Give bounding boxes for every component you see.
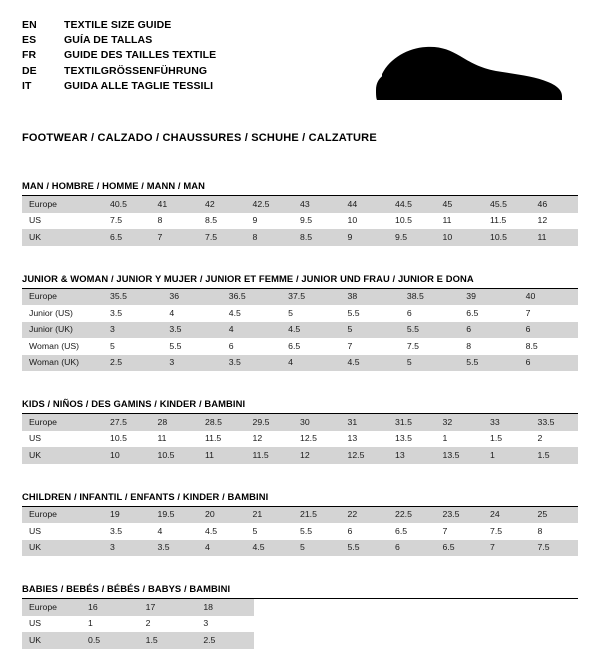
- cell: 5: [293, 540, 341, 557]
- cell: 7: [347, 340, 353, 351]
- cell: 7: [483, 540, 531, 557]
- cell: 5: [400, 355, 459, 372]
- cell: 6: [347, 525, 353, 536]
- cell: 5.5: [341, 540, 389, 557]
- cell: 4: [157, 525, 163, 536]
- cell: 22.5: [388, 507, 436, 524]
- cell: 6: [406, 307, 412, 318]
- size-group-babies: [22, 583, 578, 649]
- language-title-list: [22, 18, 216, 94]
- cell: 40.5: [103, 196, 151, 213]
- cell: 12.5: [341, 447, 389, 464]
- dress-shoe-icon: [374, 38, 564, 110]
- language-row: [22, 33, 216, 48]
- table-row: [22, 599, 254, 616]
- row-label: Junior (US): [29, 307, 73, 318]
- language-code: ES: [22, 34, 37, 47]
- cell: 10: [103, 447, 151, 464]
- cell: 21.5: [293, 507, 341, 524]
- cell: 39: [459, 289, 518, 306]
- cell: 29.5: [246, 414, 294, 431]
- row-label: US: [29, 525, 42, 536]
- cell: 13: [347, 433, 358, 444]
- cell: 11: [442, 215, 452, 226]
- cell: 9: [252, 215, 258, 226]
- cell: 5: [252, 525, 258, 536]
- cell: 13: [388, 447, 436, 464]
- cell: 5.5: [459, 355, 518, 372]
- cell: 7: [151, 229, 199, 246]
- table-row: [22, 632, 254, 649]
- cell: 7.5: [490, 525, 503, 536]
- cell: 5: [341, 322, 400, 339]
- cell: 37.5: [281, 289, 340, 306]
- cell: 3.5: [151, 540, 199, 557]
- cell: 6.5: [436, 540, 484, 557]
- cell: 36: [162, 289, 221, 306]
- cell: 28: [151, 414, 199, 431]
- language-code: EN: [22, 19, 37, 31]
- cell: 42.5: [246, 196, 294, 213]
- table-row: [22, 540, 578, 557]
- cell: 6.5: [288, 340, 301, 351]
- table-row: [22, 229, 578, 246]
- cell: 6: [228, 340, 234, 351]
- cell: 44: [341, 196, 389, 213]
- row-label: US: [29, 618, 42, 629]
- table-row: [22, 289, 578, 306]
- cell: 3: [103, 322, 162, 339]
- cell: 20: [198, 507, 246, 524]
- cell: 32: [436, 414, 484, 431]
- row-label: US: [29, 215, 42, 226]
- row-label: Woman (US): [29, 340, 80, 351]
- cell: 1: [442, 433, 448, 444]
- cell: 9.5: [388, 229, 436, 246]
- cell: 3: [203, 618, 209, 629]
- cell: 11: [198, 447, 246, 464]
- cell: 5: [288, 307, 293, 318]
- cell: 4.5: [246, 540, 294, 557]
- size-table: [22, 507, 578, 557]
- cell: 40: [519, 289, 578, 306]
- table-row: [22, 338, 578, 355]
- row-label: Europe: [22, 507, 103, 524]
- cell: 41: [151, 196, 199, 213]
- cell: 33: [483, 414, 531, 431]
- group-title: KIDS / NIÑOS / DES GAMINS / KINDER / BAMBINI: [22, 398, 578, 414]
- cell: 38.5: [400, 289, 459, 306]
- cell: 19.5: [151, 507, 199, 524]
- cell: 6.5: [103, 229, 151, 246]
- page-header: [22, 18, 578, 114]
- cell: 0.5: [81, 632, 139, 649]
- cell: 13.5: [436, 447, 484, 464]
- cell: 7.5: [198, 229, 246, 246]
- cell: 1.5: [490, 433, 503, 444]
- cell: 3.5: [110, 307, 123, 318]
- cell: 10: [347, 215, 358, 226]
- cell: 13.5: [395, 433, 412, 444]
- cell: 3.5: [162, 322, 221, 339]
- size-group-junior-woman: [22, 273, 578, 372]
- language-title: TEXTILGRÖSSENFÜHRUNG: [64, 64, 208, 77]
- cell: 6: [459, 322, 518, 339]
- cell: 11.5: [246, 447, 294, 464]
- row-label: Europe: [22, 289, 103, 306]
- row-label: UK: [22, 447, 103, 464]
- cell: 8.5: [525, 340, 538, 351]
- cell: 6: [519, 322, 578, 339]
- row-label: UK: [22, 540, 103, 557]
- language-row: [22, 79, 216, 94]
- cell: 12: [293, 447, 341, 464]
- cell: 4.5: [281, 322, 340, 339]
- cell: 23.5: [436, 507, 484, 524]
- cell: 12: [537, 215, 548, 226]
- cell: 4.5: [228, 307, 241, 318]
- cell: 28.5: [198, 414, 246, 431]
- cell: 42: [198, 196, 246, 213]
- cell: 5.5: [169, 340, 182, 351]
- cell: 30: [293, 414, 341, 431]
- cell: 5.5: [300, 525, 313, 536]
- language-title: GUIDA ALLE TAGLIE TESSILI: [64, 79, 214, 92]
- cell: 6: [519, 355, 578, 372]
- table-row: [22, 616, 254, 633]
- cell: 10: [436, 229, 484, 246]
- table-row: [22, 507, 578, 524]
- cell: 4.5: [341, 355, 400, 372]
- language-title: GUIDE DES TAILLES TEXTILE: [64, 49, 217, 62]
- cell: 22: [341, 507, 389, 524]
- cell: 45.5: [483, 196, 531, 213]
- cell: 18: [196, 599, 254, 616]
- cell: 46: [531, 196, 579, 213]
- size-group-kids: [22, 398, 578, 464]
- table-row: [22, 213, 578, 230]
- language-row: [22, 64, 216, 79]
- table-row: [22, 414, 578, 431]
- row-label: Europe: [22, 599, 81, 616]
- cell: 7: [525, 307, 531, 318]
- cell: 6.5: [466, 307, 479, 318]
- cell: 3: [103, 540, 151, 557]
- cell: 2.5: [196, 632, 254, 649]
- language-code: IT: [22, 79, 32, 92]
- cell: 4.5: [205, 525, 218, 536]
- row-label: Europe: [22, 414, 103, 431]
- table-row: [22, 447, 578, 464]
- language-row: [22, 18, 216, 33]
- language-title: GUÍA DE TALLAS: [64, 34, 153, 47]
- cell: 21: [246, 507, 294, 524]
- cell: 11: [531, 229, 579, 246]
- size-table: [22, 196, 578, 246]
- cell: 8: [157, 215, 163, 226]
- cell: 24: [483, 507, 531, 524]
- group-title: BABIES / BEBÉS / BÉBÉS / BABYS / BAMBINI: [22, 583, 578, 599]
- cell: 38: [341, 289, 400, 306]
- cell: 10.5: [151, 447, 199, 464]
- group-title: CHILDREN / INFANTIL / ENFANTS / KINDER / BAMBINI: [22, 491, 578, 507]
- cell: 1.5: [531, 447, 579, 464]
- cell: 10.5: [483, 229, 531, 246]
- cell: 25: [531, 507, 579, 524]
- group-title: JUNIOR & WOMAN / JUNIOR Y MUJER / JUNIOR ET FEMME / JUNIOR UND FRAU / JUNIOR E DONA: [22, 273, 578, 289]
- category-title: FOOTWEAR / CALZADO / CHAUSSURES / SCHUHE / CALZATURE: [22, 132, 377, 144]
- cell: 9.5: [300, 215, 313, 226]
- cell: 7.5: [531, 540, 579, 557]
- row-label: Junior (UK): [22, 322, 103, 339]
- cell: 2: [145, 618, 151, 629]
- cell: 8.5: [293, 229, 341, 246]
- cell: 4: [169, 307, 175, 318]
- cell: 8.5: [205, 215, 218, 226]
- cell: 31: [341, 414, 389, 431]
- cell: 16: [81, 599, 139, 616]
- cell: 17: [139, 599, 197, 616]
- table-row: [22, 305, 578, 322]
- size-table: [22, 414, 578, 464]
- row-label: UK: [22, 632, 81, 649]
- table-row: [22, 431, 578, 448]
- cell: 12: [252, 433, 263, 444]
- cell: 4: [198, 540, 246, 557]
- row-label: US: [29, 433, 42, 444]
- cell: 11.5: [490, 215, 507, 226]
- size-table: [22, 599, 254, 649]
- cell: 43: [293, 196, 341, 213]
- cell: 33.5: [531, 414, 579, 431]
- table-row: [22, 523, 578, 540]
- cell: 7: [442, 525, 448, 536]
- cell: 5: [110, 340, 115, 351]
- language-code: DE: [22, 64, 37, 77]
- cell: 4: [222, 322, 281, 339]
- group-title: MAN / HOMBRE / HOMME / MANN / MAN: [22, 180, 578, 196]
- cell: 8: [466, 340, 472, 351]
- cell: 1.5: [139, 632, 197, 649]
- cell: 36.5: [222, 289, 281, 306]
- cell: 2.5: [103, 355, 162, 372]
- cell: 27.5: [103, 414, 151, 431]
- row-label: Woman (UK): [22, 355, 103, 372]
- cell: 45: [436, 196, 484, 213]
- cell: 1: [88, 618, 93, 629]
- cell: 5.5: [347, 307, 360, 318]
- cell: 9: [341, 229, 389, 246]
- cell: 35.5: [103, 289, 162, 306]
- cell: 3.5: [222, 355, 281, 372]
- cell: 8: [246, 229, 294, 246]
- size-group-man: [22, 180, 578, 246]
- cell: 11.5: [205, 433, 222, 444]
- language-title: TEXTILE SIZE GUIDE: [64, 19, 172, 31]
- cell: 19: [103, 507, 151, 524]
- language-row: [22, 48, 216, 63]
- cell: 8: [537, 525, 543, 536]
- cell: 1: [483, 447, 531, 464]
- cell: 3.5: [110, 525, 123, 536]
- cell: 6.5: [395, 525, 408, 536]
- size-table: [22, 289, 578, 372]
- cell: 3: [162, 355, 221, 372]
- cell: 4: [281, 355, 340, 372]
- cell: 5.5: [400, 322, 459, 339]
- cell: 10.5: [110, 433, 127, 444]
- row-label: Europe: [22, 196, 103, 213]
- cell: 10.5: [395, 215, 412, 226]
- cell: 7.5: [406, 340, 419, 351]
- size-group-children: [22, 491, 578, 557]
- table-row: [22, 196, 578, 213]
- table-row: [22, 355, 578, 372]
- cell: 31.5: [388, 414, 436, 431]
- row-label: UK: [22, 229, 103, 246]
- language-code: FR: [22, 49, 37, 62]
- cell: 6: [388, 540, 436, 557]
- cell: 11: [157, 433, 167, 444]
- cell: 7.5: [110, 215, 123, 226]
- table-row: [22, 322, 578, 339]
- cell: 2: [537, 433, 543, 444]
- cell: 44.5: [388, 196, 436, 213]
- cell: 12.5: [300, 433, 317, 444]
